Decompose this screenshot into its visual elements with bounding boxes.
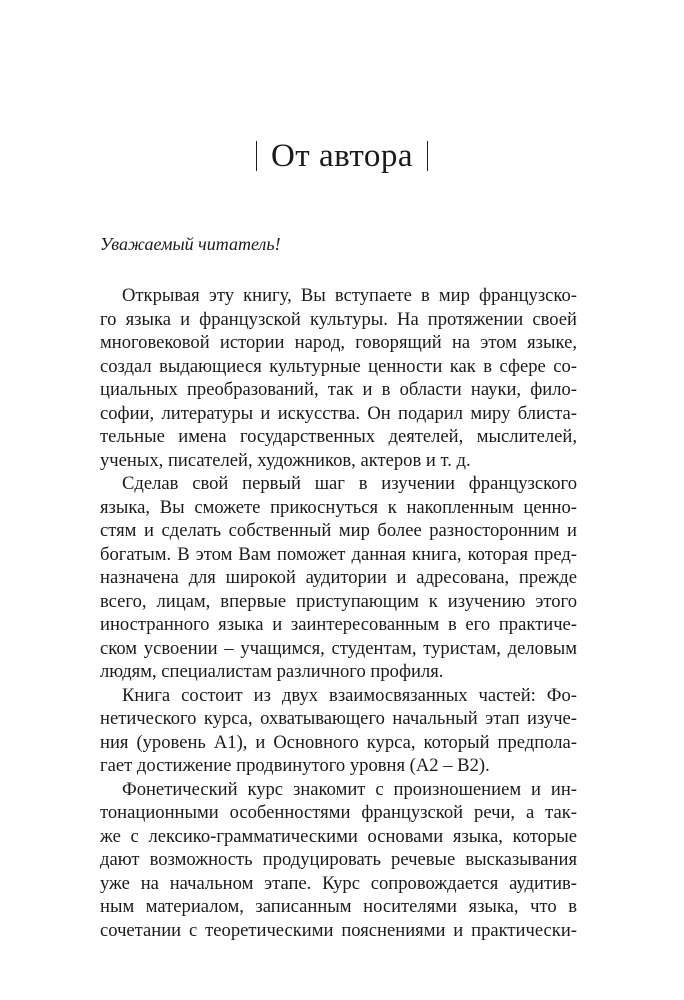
text-line: тельные имена государственных деятелей, мыслителей, [100, 426, 577, 447]
text-line: го языка и французской культуры. На протяжении своей [100, 308, 577, 330]
text-line: людям, специалистам различного профиля. [100, 661, 444, 682]
text-line: ском усвоении – учащимся, студентам, туристам, деловым [100, 637, 577, 659]
text-line: ученых, писателей, художников, актеров и т. д. [100, 449, 471, 471]
text-line: назначена для широкой аудитории и адресована, прежде [100, 567, 577, 588]
body-text [100, 284, 577, 942]
text-line: тонационными особенностями французской речи, а так- [100, 802, 577, 823]
text-line: Открывая эту книгу, Вы вступаете в мир французско- [122, 285, 577, 306]
text-line: дают возможность продуцировать речевые высказывания [100, 849, 577, 870]
text-line: сочетании с теоретическими пояснениями и практически- [100, 919, 577, 941]
paragraph [100, 684, 577, 778]
paragraph [100, 778, 577, 943]
text-line: Сделав свой первый шаг в изучении французского [122, 473, 577, 494]
text-line: ния (уровень А1), и Основного курса, который предпола- [100, 731, 577, 753]
heading-right-rule [427, 141, 428, 171]
text-line: нетического курса, охватывающего начальный этап изуче- [100, 708, 577, 729]
text-line: многовековой истории народ, говорящий на этом языке, [100, 332, 577, 353]
paragraph [100, 284, 577, 472]
text-line: софии, литературы и искусства. Он подарил миру блиста- [100, 402, 577, 424]
text-line: языка, Вы сможете прикоснуться к накопленным ценно- [100, 496, 577, 518]
text-line: создал выдающиеся культурные ценности как в сфере со- [100, 355, 577, 377]
text-line: уже на начальном этапе. Курс сопровождается аудитив- [100, 872, 577, 894]
text-line: же с лексико-грамматическими основами языка, которые [100, 825, 577, 847]
text-line: гает достижение продвинутого уровня (А2 – В2). [100, 755, 490, 776]
text-line: всего, лицам, впервые приступающим к изучению этого [100, 590, 577, 612]
text-line: иностранного языка и заинтересованным в его практиче- [100, 614, 577, 635]
paragraph [100, 472, 577, 684]
page-title: От автора [270, 138, 414, 174]
greeting: Уважаемый читатель! [100, 234, 281, 254]
text-line: стям и сделать собственный мир более разносторонним и [100, 520, 577, 541]
chapter-heading [0, 136, 684, 176]
text-line: Книга состоит из двух взаимосвязанных частей: Фо- [122, 684, 577, 706]
text-line: ным материалом, записанным носителями языка, что в [100, 896, 577, 917]
text-line: богатым. В этом Вам поможет данная книга, которая пред- [100, 543, 577, 565]
text-line: Фонетический курс знакомит с произношением и ин- [122, 778, 577, 800]
text-line: циальных преобразований, так и в области науки, фило- [100, 379, 577, 400]
